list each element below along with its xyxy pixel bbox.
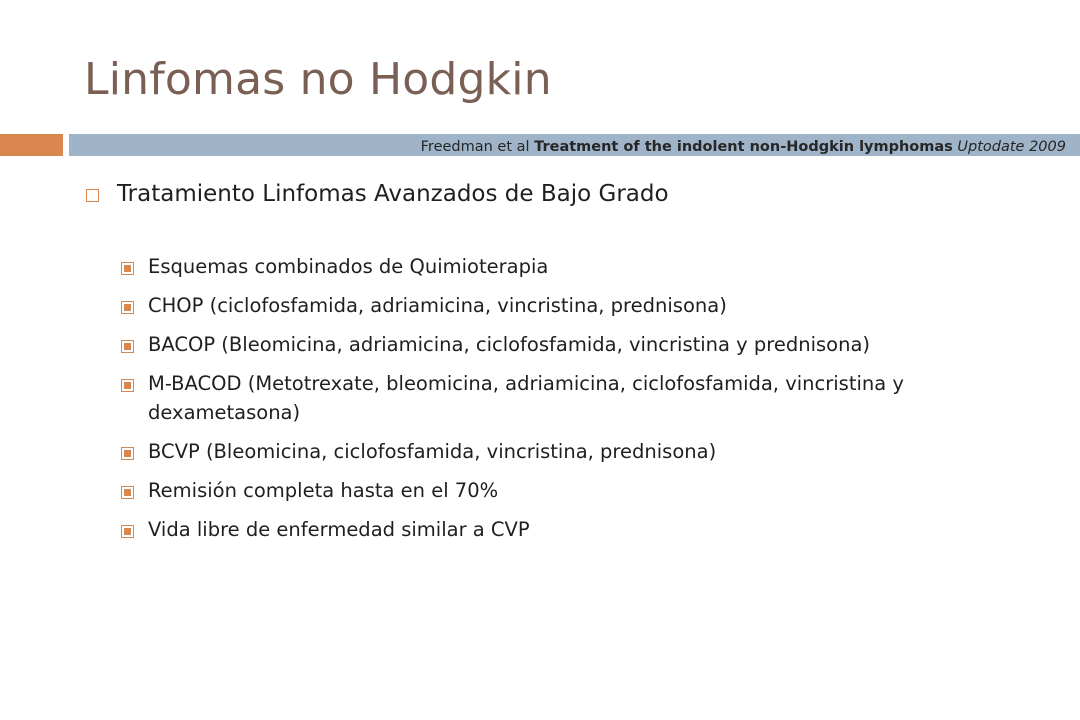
list-item [121, 369, 1061, 427]
square-bullet-icon [121, 486, 134, 499]
list-item-text: BCVP (Bleomicina, ciclofosfamida, vincristina, prednisona) [148, 440, 717, 463]
list-item [121, 515, 1061, 544]
square-bullet-icon [121, 525, 134, 538]
sub-bullet-list [121, 252, 1061, 554]
citation-article: Treatment of the indolent non-Hodgkin lymphomas [534, 139, 953, 155]
list-item [121, 252, 1061, 281]
square-bullet-icon [121, 340, 134, 353]
list-item [121, 476, 1061, 505]
list-item [121, 437, 1061, 466]
citation-authors: Freedman et al [420, 139, 535, 155]
citation [421, 136, 1066, 158]
hollow-square-bullet-icon [86, 189, 99, 202]
list-item-text: M-BACOD (Metotrexate, bleomicina, adriamicina, ciclofosfamida, vincristina y dexametasona) [148, 372, 904, 424]
title-rule-accent [0, 134, 63, 156]
square-bullet-icon [121, 379, 134, 392]
list-item-text: BACOP (Bleomicina, adriamicina, ciclofosfamida, vincristina y prednisona) [148, 333, 871, 356]
citation-source: Uptodate 2009 [952, 139, 1066, 155]
list-item [121, 330, 1061, 359]
main-bullet [86, 176, 1056, 212]
slide-title: Linfomas no Hodgkin [84, 54, 552, 105]
square-bullet-icon [121, 301, 134, 314]
list-item-text: Esquemas combinados de Quimioterapia [148, 255, 549, 278]
list-item-text: Vida libre de enfermedad similar a CVP [148, 518, 530, 541]
list-item [121, 291, 1061, 320]
main-bullet-text: Tratamiento Linfomas Avanzados de Bajo Grado [117, 181, 669, 207]
list-item-text: Remisión completa hasta en el 70% [148, 479, 499, 502]
square-bullet-icon [121, 447, 134, 460]
list-item-text: CHOP (ciclofosfamida, adriamicina, vincristina, prednisona) [148, 294, 727, 317]
square-bullet-icon [121, 262, 134, 275]
